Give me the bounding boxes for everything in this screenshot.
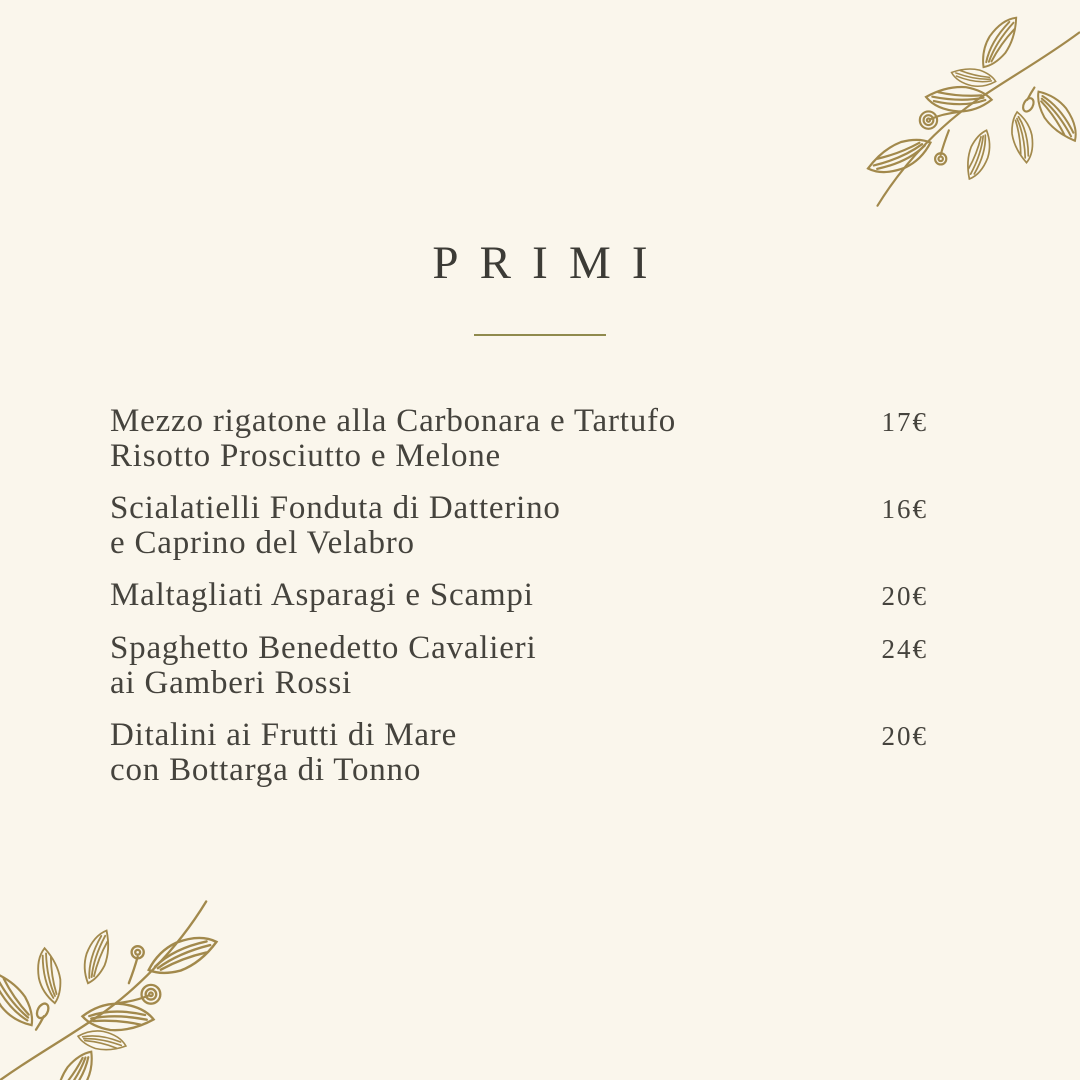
dish-name-line: Maltagliati Asparagi e Scampi (110, 577, 534, 613)
olive-branch-icon (834, 6, 1080, 220)
dish-name (110, 578, 534, 613)
title-divider (474, 334, 606, 336)
menu-item (110, 491, 928, 561)
dish-name-line: Spaghetto Benedetto Cavalieri (110, 630, 537, 666)
menu-header (0, 238, 1080, 336)
dish-name (110, 491, 561, 561)
dish-price: 20€ (881, 721, 928, 751)
dish-name (110, 718, 457, 788)
dish-name-line: con Bottarga di Tonno (110, 752, 422, 788)
menu-item (110, 578, 928, 614)
dish-price: 17€ (881, 407, 928, 437)
dish-name-line: Scialatielli Fonduta di Datterino (110, 490, 561, 526)
dish-name-line: Ditalini ai Frutti di Mare (110, 717, 458, 753)
page-title: PRIMI (432, 237, 669, 289)
dish-name (110, 404, 676, 474)
dish-name-line: e Caprino del Velabro (110, 525, 415, 561)
menu-item (110, 404, 928, 474)
dish-name (110, 631, 536, 701)
menu-list (110, 404, 928, 805)
dish-price: 16€ (881, 494, 928, 524)
dish-name-line: ai Gamberi Rossi (110, 665, 352, 701)
olive-branch-icon (0, 886, 254, 1080)
dish-name-line: Risotto Prosciutto e Melone (110, 438, 501, 474)
dish-price: 20€ (881, 581, 928, 611)
dish-price: 24€ (881, 634, 928, 664)
dish-name-line: Mezzo rigatone alla Carbonara e Tartufo (110, 403, 677, 439)
menu-item (110, 631, 928, 701)
menu-item (110, 718, 928, 788)
